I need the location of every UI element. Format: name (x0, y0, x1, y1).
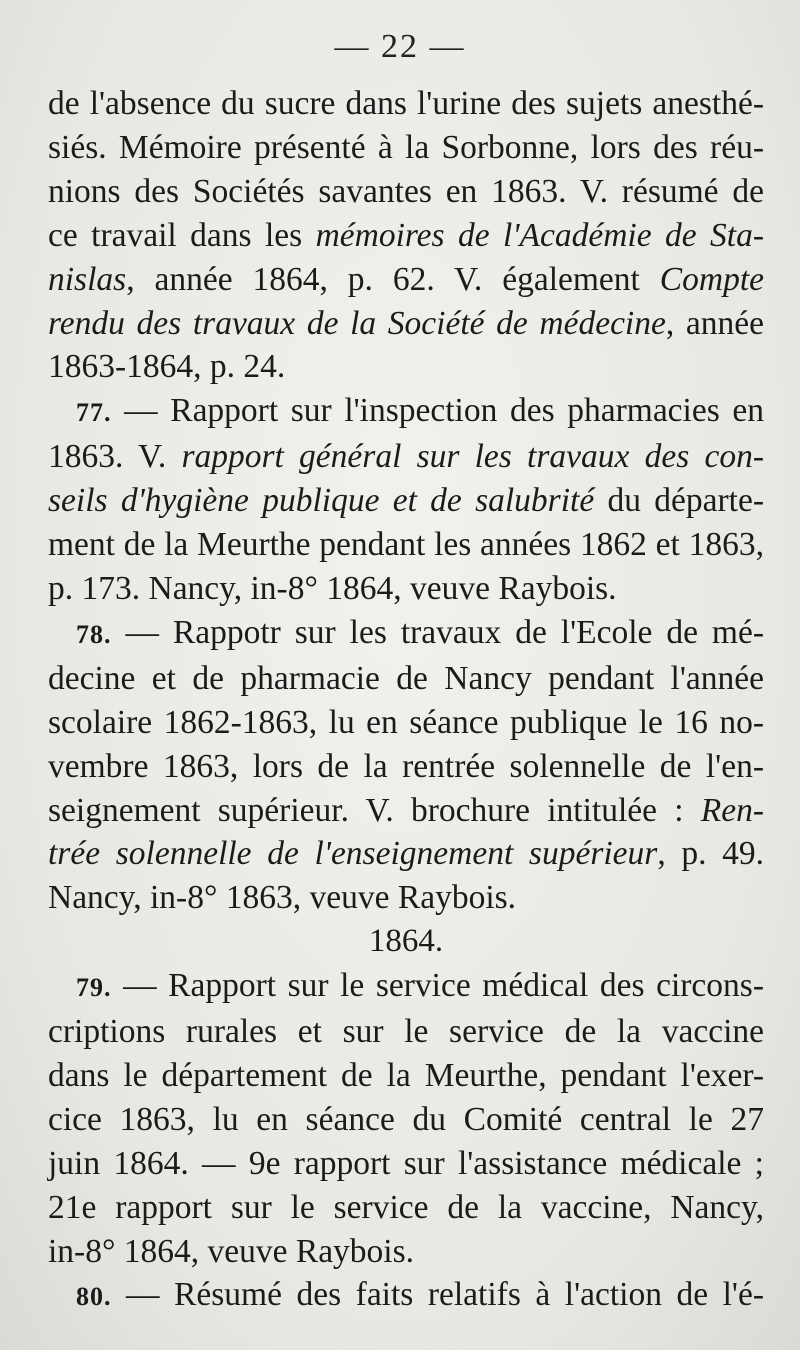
text-run: criptions rurales et sur le service de la vaccine (48, 1013, 764, 1051)
text-run: decine et de pharmacie de Nancy pendant l'année (48, 659, 764, 697)
text-run: in-8° 1864, veuve Raybois. (48, 1232, 415, 1270)
text-line (48, 82, 764, 126)
text-run: du départe- (594, 482, 764, 520)
text-line (48, 1010, 764, 1054)
text-run: 1863-1864, p. 24. (48, 348, 286, 386)
text-line (48, 832, 764, 876)
entry-number: 77. (76, 398, 112, 428)
entry-77 (48, 389, 764, 611)
text-line (48, 302, 764, 346)
text-run: Nancy, in-8° 1863, veuve Raybois. (48, 879, 517, 917)
continuation-paragraph (48, 82, 764, 389)
text-run: ment de la Meurthe pendant les années 1862 et 1863, (48, 526, 764, 564)
text-line (48, 1186, 764, 1230)
text-run: — Rapport sur le service médical des circons- (111, 967, 764, 1005)
text-line (48, 214, 764, 258)
text-line (48, 1273, 764, 1319)
text-run: , année (665, 304, 764, 342)
text-run: siés. Mémoire présenté à la Sorbonne, lors des réu- (48, 128, 764, 166)
text-run: 1863. V. (48, 438, 182, 476)
text-line (48, 126, 764, 170)
text-line (48, 523, 764, 567)
text-run: — Rapport sur l'inspection des pharmacies en (111, 392, 764, 430)
entry-number: 79. (76, 973, 112, 1003)
year-heading: 1864. (368, 923, 444, 960)
text-line (48, 170, 764, 214)
italic-title: nislas (48, 260, 127, 298)
text-run: vembre 1863, lors de la rentrée solennelle de l'en- (48, 747, 764, 785)
text-run: dans le département de la Meurthe, pendant l'exer- (48, 1056, 764, 1094)
page-number: — 22 — (334, 28, 466, 65)
italic-title: seils d'hygiène publique et de salubrité (48, 482, 595, 520)
text-run: juin 1864. — 9e rapport sur l'assistance médicale ; (48, 1144, 764, 1182)
italic-title: rendu des travaux de la Société de médecine (48, 304, 666, 342)
entry-number: 80. (76, 1282, 112, 1312)
text-line (48, 1054, 764, 1098)
text-line (48, 876, 764, 920)
text-run: — Rappotr sur les travaux de l'Ecole de mé- (111, 613, 764, 651)
italic-title: Compte (659, 260, 764, 298)
italic-title: Ren- (700, 791, 764, 829)
body-text (48, 82, 764, 1319)
text-line (48, 389, 764, 435)
italic-title: mémoires de l'Académie de Sta- (315, 216, 764, 254)
text-run: seignement supérieur. V. brochure intitulée : (48, 791, 701, 829)
text-line (48, 435, 764, 479)
text-line (48, 1230, 764, 1274)
text-run: , p. 49. (657, 835, 765, 873)
text-run: ce travail dans les (48, 216, 316, 254)
text-run: , année 1864, p. 62. V. également (126, 260, 660, 298)
text-run: cice 1863, lu en séance du Comité central le 27 (48, 1100, 764, 1138)
text-line (48, 745, 764, 789)
text-run: 21e rapport sur le service de la vaccine, Nancy, (48, 1188, 764, 1226)
italic-title: rapport général sur les travaux des con- (181, 438, 764, 476)
text-line (48, 701, 764, 745)
text-line (48, 479, 764, 523)
text-line (48, 1098, 764, 1142)
text-run: de l'absence du sucre dans l'urine des sujets anesthé- (48, 85, 764, 122)
text-line (48, 345, 764, 389)
italic-title: trée solennelle de l'enseignement supérieur (48, 835, 658, 873)
entry-number: 78. (76, 619, 112, 649)
text-line (48, 789, 764, 833)
text-line (48, 657, 764, 701)
entry-78 (48, 611, 764, 920)
entry-80 (48, 1273, 764, 1319)
text-line (48, 258, 764, 302)
text-run: p. 173. Nancy, in-8° 1864, veuve Raybois. (48, 569, 617, 607)
text-line (48, 1142, 764, 1186)
text-line (48, 611, 764, 657)
text-line (48, 567, 764, 611)
text-run: nions des Sociétés savantes en 1863. V. résumé de (48, 172, 764, 210)
entry-79 (48, 964, 764, 1273)
text-run: — Résumé des faits relatifs à l'action de l'é- (111, 1276, 764, 1314)
text-run: scolaire 1862-1863, lu en séance publique le 16 no- (48, 703, 764, 741)
text-line (48, 964, 764, 1010)
